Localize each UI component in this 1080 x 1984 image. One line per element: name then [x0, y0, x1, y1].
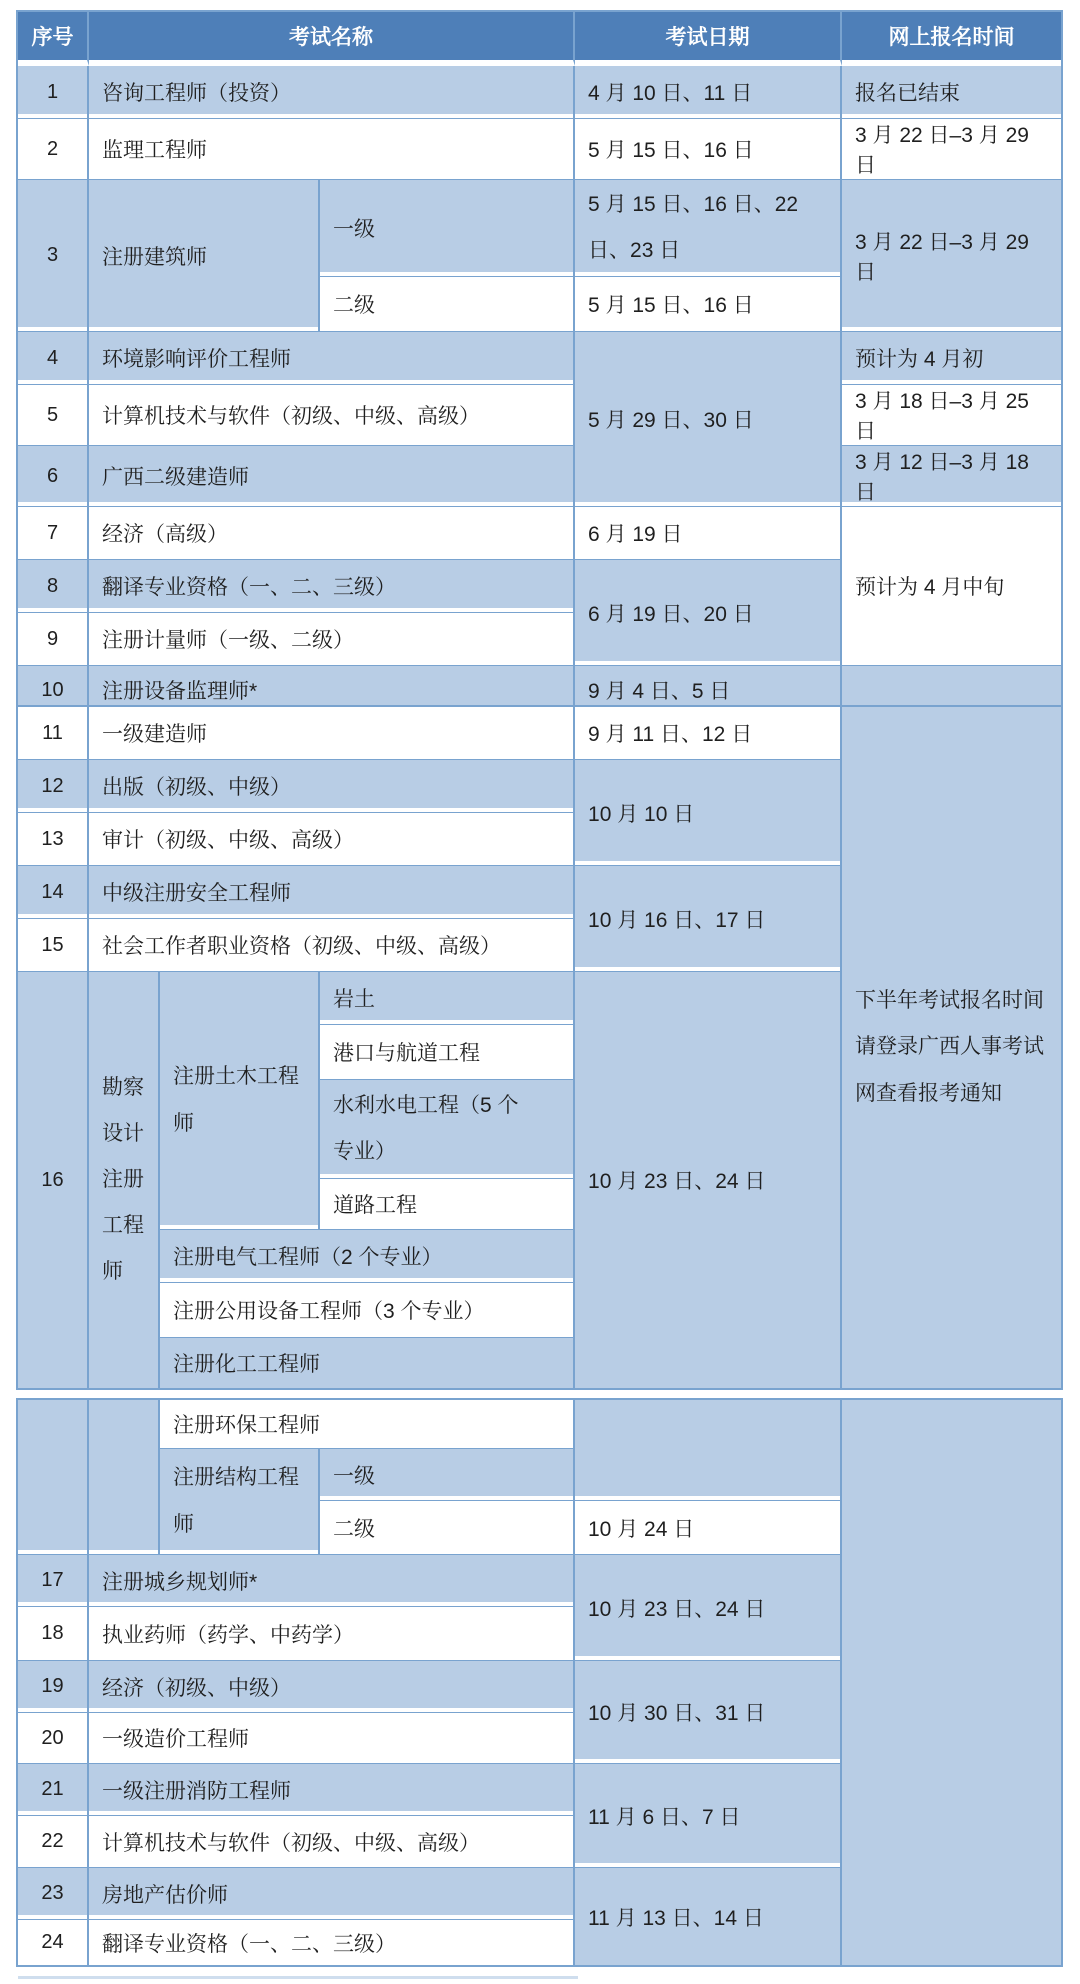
exam-schedule-table-2: [18, 707, 1061, 1388]
table-row: [18, 332, 1061, 385]
exam-date-cell: 10 月 16 日、17 日: [575, 866, 842, 972]
seq-cell: 24: [18, 1920, 89, 1965]
exam-name-cell: 一级注册消防工程师: [89, 1764, 575, 1816]
empty-group-cell: [89, 1400, 160, 1555]
reg-time-cell: 报名已结束: [842, 66, 1061, 119]
exam-name-cell: 中级注册安全工程师: [89, 866, 575, 919]
exam-name-cell: 房地产估价师: [89, 1868, 575, 1920]
level-cell: 一级: [320, 180, 575, 277]
seq-cell: 21: [18, 1764, 89, 1816]
reg-time-cell: 下半年考试报名时间请登录广西人事考试网查看报考通知: [842, 707, 1061, 1388]
seq-cell: 20: [18, 1713, 89, 1764]
utilities-engineer-cell: 注册公用设备工程师（3 个专业）: [160, 1283, 575, 1338]
table-section-2: [16, 705, 1063, 1390]
table-row: [18, 119, 1061, 180]
table-section-1: [16, 10, 1063, 716]
exam-date-cell: 5 月 15 日、16 日、22 日、23 日: [575, 180, 842, 277]
seq-cell: 15: [18, 919, 89, 972]
reg-time-cell: 3 月 12 日–3 月 18 日: [842, 446, 1061, 507]
exam-name-cell: 注册设备监理师*: [89, 666, 575, 714]
specialty-cell: 港口与航道工程: [320, 1025, 575, 1080]
table-row: [18, 1400, 1061, 1449]
cropped-next-row-remnant: [18, 1976, 578, 1979]
exam-date-cell: 5 月 29 日、30 日: [575, 332, 842, 507]
exam-name-cell: 经济（高级）: [89, 507, 575, 560]
seq-cell: 12: [18, 760, 89, 813]
exam-date-cell: 11 月 6 日、7 日: [575, 1764, 842, 1868]
seq-cell: 5: [18, 385, 89, 446]
seq-cell: 1: [18, 66, 89, 119]
exam-date-cell: 10 月 30 日、31 日: [575, 1661, 842, 1764]
reg-time-cell: 3 月 22 日–3 月 29 日: [842, 119, 1061, 180]
reg-time-cell: 3 月 18 日–3 月 25 日: [842, 385, 1061, 446]
exam-name-cell: 翻译专业资格（一、二、三级）: [89, 1920, 575, 1965]
seq-cell: 16: [18, 972, 89, 1388]
reg-time-cell: 3 月 22 日–3 月 29 日: [842, 180, 1061, 332]
seq-cell: 2: [18, 119, 89, 180]
exam-date-cell: 5 月 15 日、16 日: [575, 277, 842, 332]
exam-name-cell: 监理工程师: [89, 119, 575, 180]
environmental-engineer-cell: 注册环保工程师: [160, 1400, 575, 1449]
exam-name-cell: 一级建造师: [89, 707, 575, 760]
exam-date-cell: 10 月 24 日: [575, 1501, 842, 1555]
table-row: [18, 180, 1061, 277]
exam-name-cell: 计算机技术与软件（初级、中级、高级）: [89, 1816, 575, 1868]
exam-name-cell: 审计（初级、中级、高级）: [89, 813, 575, 866]
specialty-cell: 水利水电工程（5 个专业）: [320, 1080, 575, 1179]
exam-date-cell: 6 月 19 日: [575, 507, 842, 560]
seq-cell: 10: [18, 666, 89, 714]
seq-cell: 19: [18, 1661, 89, 1713]
exam-name-cell: 注册城乡规划师*: [89, 1555, 575, 1607]
electrical-engineer-cell: 注册电气工程师（2 个专业）: [160, 1230, 575, 1283]
exam-date-cell: 10 月 23 日、24 日: [575, 1555, 842, 1661]
exam-date-cell: 6 月 19 日、20 日: [575, 560, 842, 666]
header-row: [18, 12, 1061, 66]
seq-cell: 8: [18, 560, 89, 613]
specialty-cell: 岩土: [320, 972, 575, 1025]
table-row: [18, 507, 1061, 560]
exam-date-cell: 5 月 15 日、16 日: [575, 119, 842, 180]
specialty-cell: 道路工程: [320, 1179, 575, 1230]
seq-cell: 18: [18, 1607, 89, 1661]
exam-date-cell: 10 月 23 日、24 日: [575, 972, 842, 1388]
seq-cell: 7: [18, 507, 89, 560]
table-row: [18, 385, 1061, 446]
exam-name-cell: 环境影响评价工程师: [89, 332, 575, 385]
empty-seq-cell: [18, 1400, 89, 1555]
exam-name-cell: 注册建筑师: [89, 180, 320, 332]
table-row: [18, 66, 1061, 119]
seq-cell: 11: [18, 707, 89, 760]
seq-cell: 22: [18, 1816, 89, 1868]
exam-name-cell: 翻译专业资格（一、二、三级）: [89, 560, 575, 613]
exam-date-cell: 9 月 4 日、5 日: [575, 666, 842, 714]
reg-time-cell: 预计为 4 月中旬: [842, 507, 1061, 666]
seq-cell: 9: [18, 613, 89, 666]
seq-cell: 3: [18, 180, 89, 332]
exam-date-cell: 9 月 11 日、12 日: [575, 707, 842, 760]
exam-date-cell: 10 月 10 日: [575, 760, 842, 866]
level-cell: 一级: [320, 1449, 575, 1501]
table-row: [18, 446, 1061, 507]
civil-engineer-group-cell: 注册土木工程师: [160, 972, 320, 1230]
level-cell: 二级: [320, 1501, 575, 1555]
exam-name-cell: 注册计量师（一级、二级）: [89, 613, 575, 666]
level-cell: 二级: [320, 277, 575, 332]
exam-schedule-table-3: [18, 1400, 1061, 1965]
header-reg-time: 网上报名时间: [842, 12, 1061, 66]
exam-date-cell: 4 月 10 日、11 日: [575, 66, 842, 119]
header-exam-name: 考试名称: [89, 12, 575, 66]
header-exam-date: 考试日期: [575, 12, 842, 66]
empty-reg-cell: [842, 1400, 1061, 1965]
table-section-3: [16, 1398, 1063, 1967]
empty-date-cell: [575, 1400, 842, 1501]
exam-name-cell: 计算机技术与软件（初级、中级、高级）: [89, 385, 575, 446]
seq-cell: 17: [18, 1555, 89, 1607]
exam-name-cell: 执业药师（药学、中药学）: [89, 1607, 575, 1661]
exam-name-cell: 一级造价工程师: [89, 1713, 575, 1764]
table-row: [18, 707, 1061, 760]
structural-engineer-group-cell: 注册结构工程师: [160, 1449, 320, 1555]
seq-cell: 6: [18, 446, 89, 507]
exam-name-cell: 出版（初级、中级）: [89, 760, 575, 813]
chemical-engineer-cell: 注册化工工程师: [160, 1338, 575, 1388]
exam-date-cell: 11 月 13 日、14 日: [575, 1868, 842, 1965]
reg-time-cell: 预计为 4 月初: [842, 332, 1061, 385]
header-seq: 序号: [18, 12, 89, 66]
seq-cell: 14: [18, 866, 89, 919]
exam-name-cell: 咨询工程师（投资）: [89, 66, 575, 119]
exam-name-cell: 社会工作者职业资格（初级、中级、高级）: [89, 919, 575, 972]
seq-cell: 23: [18, 1868, 89, 1920]
exam-name-cell: 经济（初级、中级）: [89, 1661, 575, 1713]
seq-cell: 13: [18, 813, 89, 866]
exam-name-cell: 广西二级建造师: [89, 446, 575, 507]
seq-cell: 4: [18, 332, 89, 385]
survey-design-group-cell: 勘察设计注册工程师: [89, 972, 160, 1388]
exam-schedule-table-1: [18, 12, 1061, 714]
